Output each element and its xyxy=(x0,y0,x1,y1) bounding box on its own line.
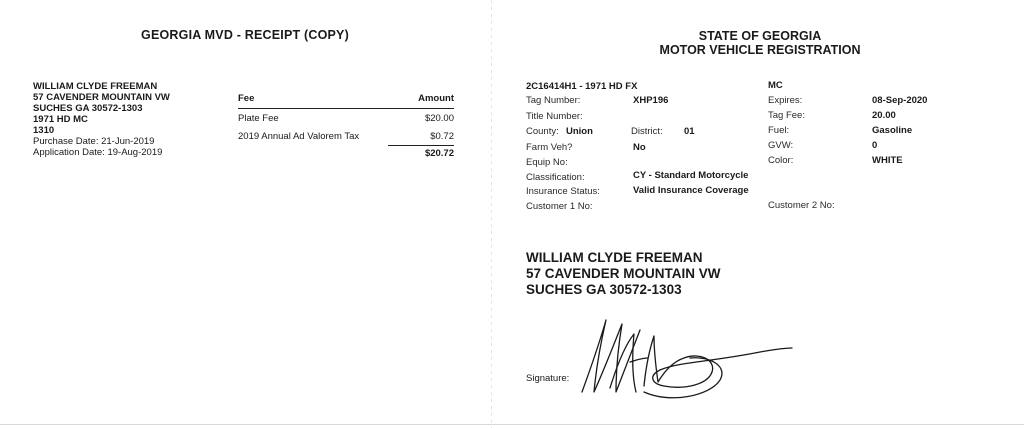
owner-address-line2: SUCHES GA 30572-1303 xyxy=(33,103,143,114)
fee-amount: $0.72 xyxy=(430,130,454,142)
registration-title-line2: MOTOR VEHICLE REGISTRATION xyxy=(659,43,861,57)
customer1-label: Customer 1 No: xyxy=(526,201,593,212)
tag-fee-value: 20.00 xyxy=(872,110,896,121)
owner-name: WILLIAM CLYDE FREEMAN xyxy=(33,81,158,92)
tag-fee-label: Tag Fee: xyxy=(768,110,805,121)
gvw-label: GVW: xyxy=(768,140,794,151)
mailing-name: WILLIAM CLYDE FREEMAN xyxy=(526,250,703,265)
mailing-address-line2: SUCHES GA 30572-1303 xyxy=(526,282,682,297)
receipt-title: GEORGIA MVD - RECEIPT (COPY) xyxy=(141,28,349,42)
application-date: Application Date: 19-Aug-2019 xyxy=(33,147,163,158)
registration-title-line1: STATE OF GEORGIA xyxy=(698,29,822,43)
expires-label: Expires: xyxy=(768,95,803,106)
receipt-code: 1310 xyxy=(33,125,55,136)
equip-number-label: Equip No: xyxy=(526,157,568,168)
classification-value: CY - Standard Motorcycle xyxy=(633,170,749,181)
total-amount: $20.72 xyxy=(424,148,454,159)
vin-line: 2C16414H1 - 1971 HD FX xyxy=(526,81,638,92)
amount-column-header: Amount xyxy=(418,93,454,104)
handwritten-signature xyxy=(560,300,810,410)
color-value: WHITE xyxy=(872,155,903,166)
farm-vehicle-value: No xyxy=(633,142,646,153)
fee-column-header: Fee xyxy=(238,93,255,104)
fee-name: 2019 Annual Ad Valorem Tax xyxy=(238,130,360,142)
fee-amount: $20.00 xyxy=(424,112,454,124)
color-label: Color: xyxy=(768,155,794,166)
vehicle-type: MC xyxy=(768,80,783,91)
fuel-value: Gasoline xyxy=(872,125,913,136)
insurance-status-value: Valid Insurance Coverage xyxy=(633,185,749,196)
fuel-label: Fuel: xyxy=(768,125,790,136)
district-value: 01 xyxy=(684,126,695,137)
title-number-label: Title Number: xyxy=(526,111,583,122)
mailing-address-line1: 57 CAVENDER MOUNTAIN VW xyxy=(526,266,721,281)
gvw-value: 0 xyxy=(872,140,878,151)
expires-value: 08-Sep-2020 xyxy=(872,95,928,106)
tag-number-value: XHP196 xyxy=(633,95,669,106)
purchase-date: Purchase Date: 21-Jun-2019 xyxy=(33,136,155,147)
tag-number-label: Tag Number: xyxy=(526,95,581,106)
county-label: County: xyxy=(526,126,559,137)
county-value: Union xyxy=(566,126,593,137)
owner-address-line1: 57 CAVENDER MOUNTAIN VW xyxy=(33,92,170,103)
receipt-vehicle: 1971 HD MC xyxy=(33,114,88,125)
classification-label: Classification: xyxy=(526,172,585,183)
mailing-address xyxy=(526,250,721,298)
district-label: District: xyxy=(631,126,663,137)
customer2-label: Customer 2 No: xyxy=(768,200,835,211)
farm-vehicle-label: Farm Veh? xyxy=(526,142,573,153)
insurance-status-label: Insurance Status: xyxy=(526,186,600,197)
signature-label: Signature: xyxy=(526,373,570,384)
fee-name: Plate Fee xyxy=(238,112,279,124)
